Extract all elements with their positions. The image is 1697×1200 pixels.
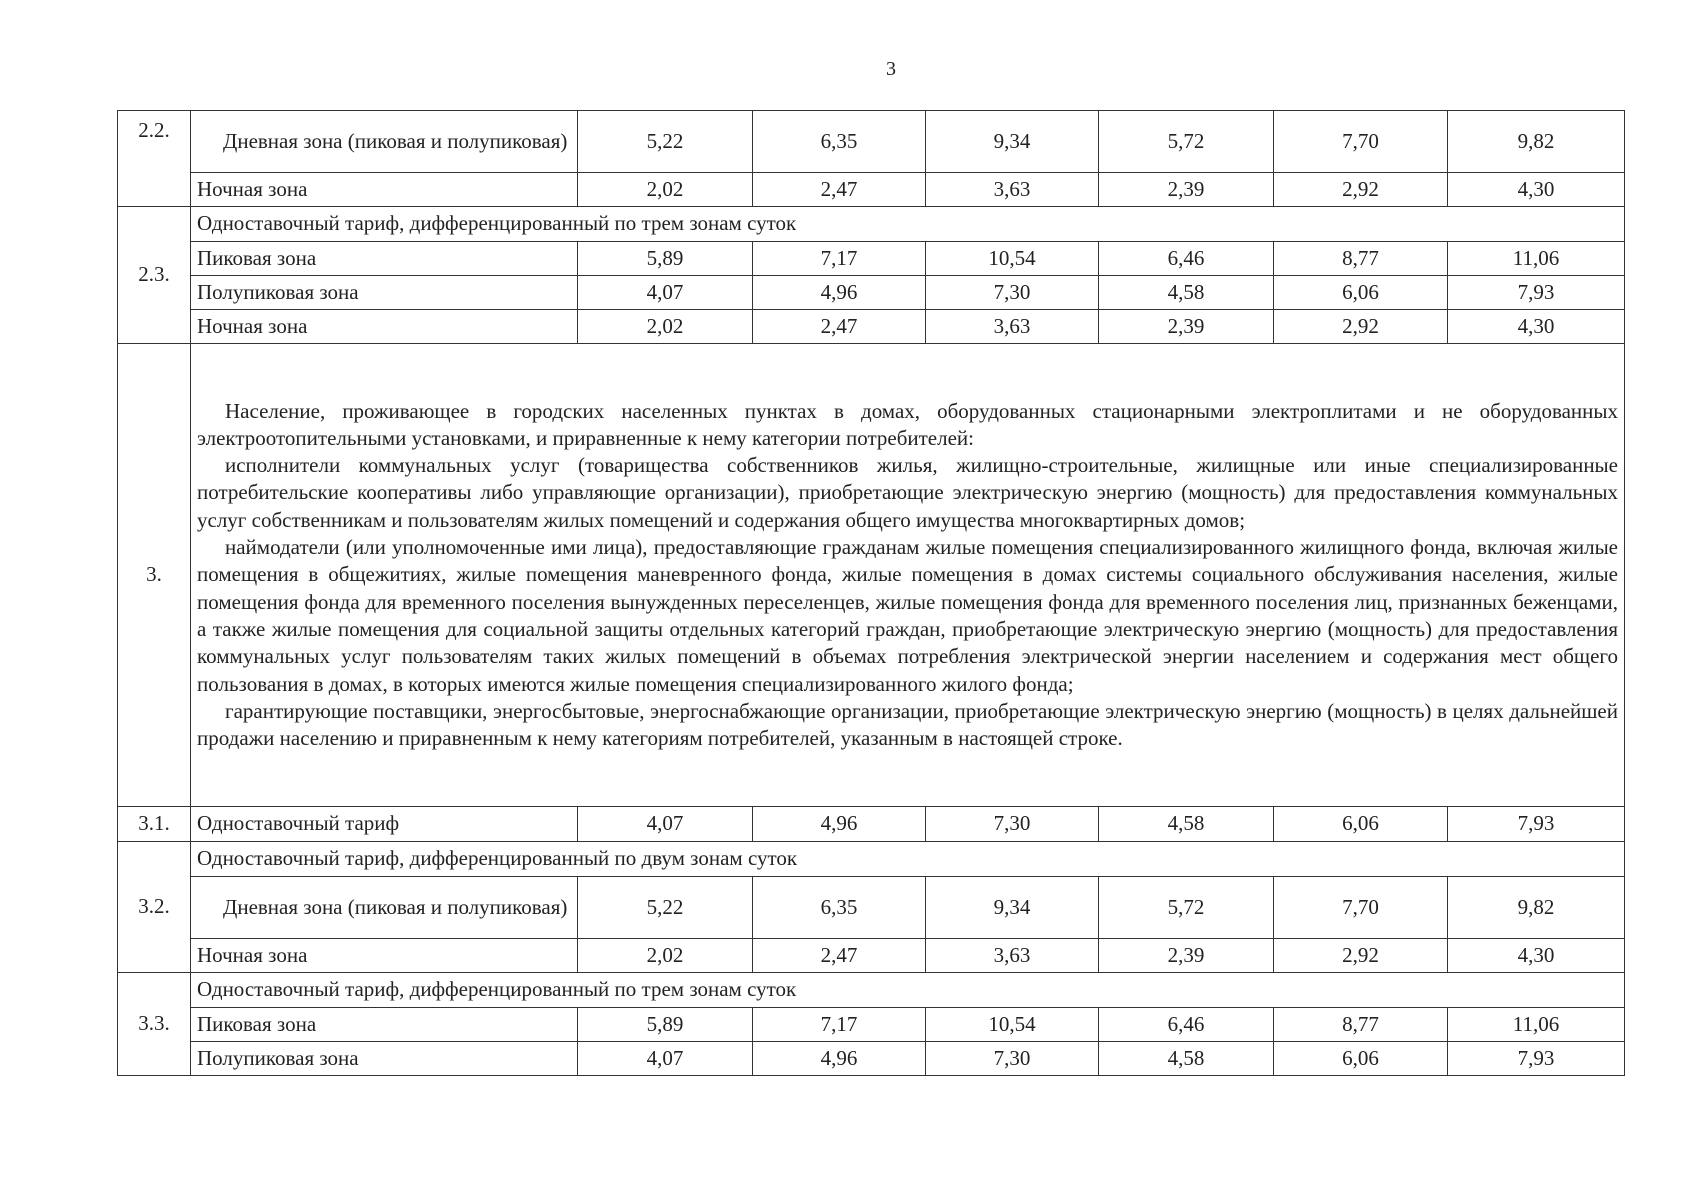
table-cell: 4,07 [578, 276, 753, 310]
row-number: 2.3. [118, 207, 191, 344]
table-cell: 11,06 [1448, 1008, 1625, 1042]
table-cell: 7,70 [1274, 877, 1448, 939]
category-description [191, 344, 1625, 807]
table-cell: 2,02 [578, 173, 753, 207]
table-cell: 2,92 [1274, 939, 1448, 973]
table-cell: 2,92 [1274, 173, 1448, 207]
table-cell: 5,72 [1099, 877, 1274, 939]
table-row [118, 310, 1625, 344]
table-cell: 7,70 [1274, 111, 1448, 173]
table-cell: 2,02 [578, 310, 753, 344]
tariff-table [117, 110, 1625, 1076]
table-cell: 3,63 [926, 939, 1099, 973]
table-cell: 5,22 [578, 111, 753, 173]
table-cell: 4,30 [1448, 173, 1625, 207]
table-cell: 4,96 [753, 1042, 926, 1076]
table-row [118, 877, 1625, 939]
table-cell: 5,89 [578, 1008, 753, 1042]
table-cell: 4,96 [753, 807, 926, 842]
row-label: Пиковая зона [191, 1008, 578, 1042]
table-row [118, 207, 1625, 242]
table-cell: 9,34 [926, 111, 1099, 173]
table-row [118, 344, 1625, 807]
row-label: Пиковая зона [191, 242, 578, 276]
table-cell: 5,72 [1099, 111, 1274, 173]
table-cell: 6,06 [1274, 1042, 1448, 1076]
table-cell: 3,63 [926, 173, 1099, 207]
table-cell: 2,92 [1274, 310, 1448, 344]
row-label: Дневная зона (пиковая и полупиковая) [191, 111, 578, 173]
row-label: Дневная зона (пиковая и полупиковая) [191, 877, 578, 939]
row-number: 2.2. [118, 111, 191, 207]
table-cell: 4,07 [578, 1042, 753, 1076]
description-paragraph: Население, проживающее в городских населенных пунктах в домах, оборудованных стационарными электроплитами и не оборудованных электроотопительными установками, и приравненные к нему категории потребителей: [197, 398, 1618, 450]
table-cell: 10,54 [926, 242, 1099, 276]
table-cell: 7,17 [753, 1008, 926, 1042]
table-cell: 10,54 [926, 1008, 1099, 1042]
table-row [118, 807, 1625, 842]
table-cell: 7,30 [926, 276, 1099, 310]
table-row [118, 242, 1625, 276]
table-row [118, 173, 1625, 207]
row-number: 3. [118, 344, 191, 807]
table-cell: 4,58 [1099, 807, 1274, 842]
page-number: 3 [886, 58, 896, 80]
table-cell: 2,47 [753, 173, 926, 207]
table-cell: 9,82 [1448, 877, 1625, 939]
table-cell: 7,30 [926, 807, 1099, 842]
table-cell: 3,63 [926, 310, 1099, 344]
description-paragraph: исполнители коммунальных услуг (товарищества собственников жилья, жилищно-строительные, жилищные или иные специализированные потребительские кооперативы либо управляющие организации), приобретающие электрическую энергию (мощность) для предоставления коммунальных услуг собственникам и пользователям жилых помещений и содержания общего имущества многоквартирных домов; [197, 453, 1618, 532]
description-paragraph: наймодатели (или уполномоченные ими лица), предоставляющие гражданам жилые помещения специализированного жилищного фонда, включая жилые помещения в общежитиях, жилые помещения маневренного фонда, жилые помещения в домах системы социального обслуживания населения, жилые помещения фонда для временного поселения вынужденных переселенцев, жилые помещения фонда для временного поселения лиц, признанных беженцами, а также жилые помещения для социальной защиты отдельных категорий граждан, приобретающие электрическую энергию (мощность) для предоставления коммунальных услуг пользователям таких жилых помещений в объемах потребления электрической энергии населением и содержания мест общего пользования в домах, в которых имеются жилые помещения специализированного жилого фонда; [197, 535, 1618, 696]
table-row [118, 842, 1625, 877]
description-paragraph: гарантирующие поставщики, энергосбытовые, энергоснабжающие организации, приобретающие электрическую энергию (мощность) в целях дальнейшей продажи населению и приравненным к нему категориям потребителей, указанным в настоящей строке. [197, 698, 1618, 751]
table-cell: 2,39 [1099, 939, 1274, 973]
table-cell: 6,06 [1274, 807, 1448, 842]
table-cell: 4,07 [578, 807, 753, 842]
table-cell: 5,89 [578, 242, 753, 276]
table-cell: 2,47 [753, 310, 926, 344]
table-row [118, 973, 1625, 1008]
table-cell: 7,93 [1448, 1042, 1625, 1076]
section-header: Одноставочный тариф, дифференцированный по двум зонам суток [191, 842, 1625, 877]
table-cell: 4,58 [1099, 1042, 1274, 1076]
row-number: 3.3. [118, 973, 191, 1076]
row-label: Ночная зона [191, 173, 578, 207]
row-number: 3.1. [118, 807, 191, 842]
row-label: Одноставочный тариф [191, 807, 578, 842]
table-cell: 11,06 [1448, 242, 1625, 276]
table-cell: 9,34 [926, 877, 1099, 939]
table-cell: 7,30 [926, 1042, 1099, 1076]
table-row [118, 111, 1625, 173]
table-cell: 2,02 [578, 939, 753, 973]
table-row [118, 939, 1625, 973]
table-cell: 8,77 [1274, 242, 1448, 276]
table-cell: 7,17 [753, 242, 926, 276]
row-label: Ночная зона [191, 310, 578, 344]
table-cell: 6,46 [1099, 1008, 1274, 1042]
table-row [118, 1042, 1625, 1076]
table-cell: 5,22 [578, 877, 753, 939]
table-cell: 2,39 [1099, 173, 1274, 207]
table-cell: 9,82 [1448, 111, 1625, 173]
table-cell: 2,47 [753, 939, 926, 973]
table-row [118, 1008, 1625, 1042]
row-label: Ночная зона [191, 939, 578, 973]
table-cell: 6,06 [1274, 276, 1448, 310]
section-header: Одноставочный тариф, дифференцированный по трем зонам суток [191, 973, 1625, 1008]
table-cell: 6,46 [1099, 242, 1274, 276]
table-cell: 6,35 [753, 111, 926, 173]
section-header: Одноставочный тариф, дифференцированный по трем зонам суток [191, 207, 1625, 242]
table-cell: 2,39 [1099, 310, 1274, 344]
table-cell: 4,58 [1099, 276, 1274, 310]
row-label: Полупиковая зона [191, 276, 578, 310]
table-cell: 4,30 [1448, 310, 1625, 344]
row-number: 3.2. [118, 842, 191, 973]
table-cell: 4,30 [1448, 939, 1625, 973]
row-label: Полупиковая зона [191, 1042, 578, 1076]
table-cell: 7,93 [1448, 807, 1625, 842]
table-cell: 6,35 [753, 877, 926, 939]
table-row [118, 276, 1625, 310]
table-cell: 8,77 [1274, 1008, 1448, 1042]
table-cell: 4,96 [753, 276, 926, 310]
table-cell: 7,93 [1448, 276, 1625, 310]
